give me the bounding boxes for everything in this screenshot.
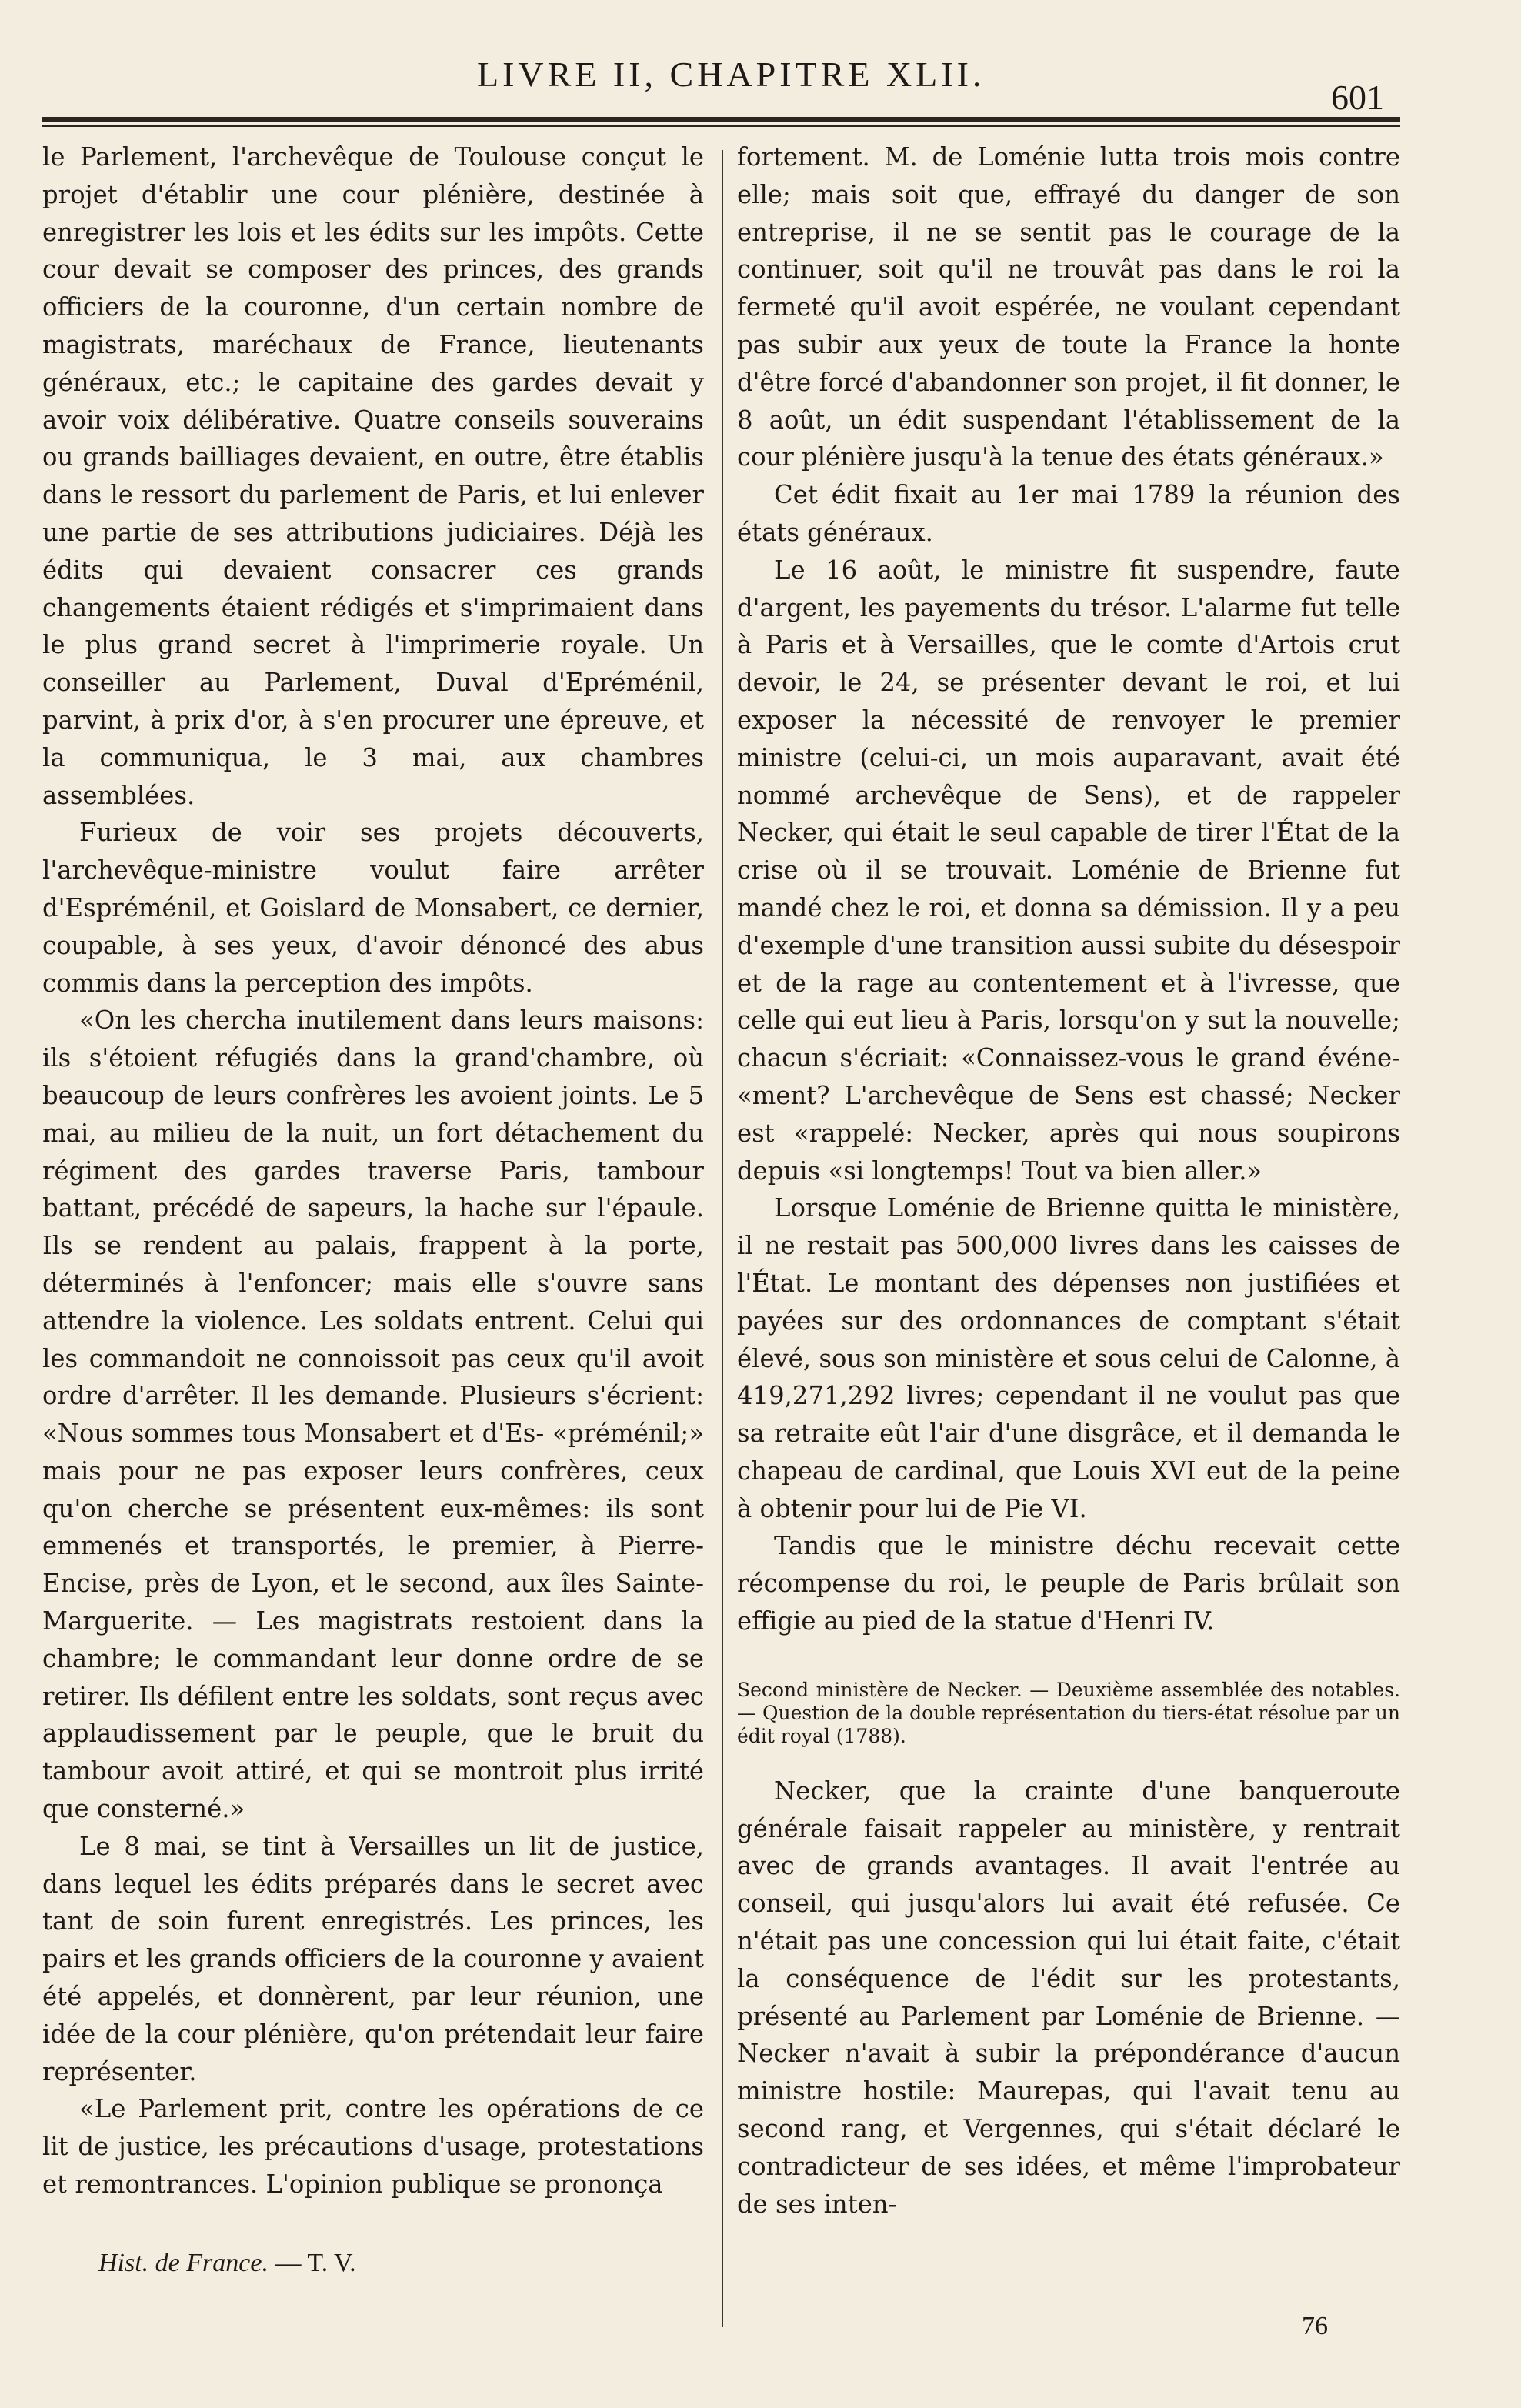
- signature-mark: 76: [1302, 2312, 1328, 2340]
- paragraph: Le 16 août, le ministre fit suspendre, faute d'argent, les payements du trésor. L'alarme fut telle à Paris et à Versailles, que le comte d'Artois crut devoir, le 24, se présenter devant le roi, et lui exposer la nécessité de renvoyer le premier ministre (celui-ci, un mois auparavant, avait été nommé archevêque de Sens), et de rappeler Necker, qui était le seul capable de tirer l'État de la crise où il se trouvait. Loménie de Brienne fut mandé chez le roi, et donna sa démission. Il y a peu d'exemple d'une transition aussi subite du désespoir et de la rage au contentement et à l'ivresse, que celle qui eut lieu à Paris, lorsqu'on y sut la nouvelle; chacun s'écriait: «Connaissez-vous le grand événe- «ment? L'archevêque de Sens est chassé; Necker est «rappelé: Necker, après qui nous soupirons depuis «si longtemps! Tout va bien aller.»: [737, 555, 1400, 1186]
- footer-source: [98, 2249, 356, 2278]
- paragraph: «Le Parlement prit, contre les opérations de ce lit de justice, les précautions d'usage, protestations et remontrances. L'opinion publique se prononça: [42, 2094, 704, 2200]
- page-number: 601: [1331, 78, 1384, 117]
- chapter-title: LIVRE II, CHAPITRE XLII.: [477, 55, 986, 94]
- column-divider: [722, 150, 723, 2327]
- header-rule: [42, 117, 1400, 122]
- paragraph: Tandis que le ministre déchu recevait cette récompense du roi, le peuple de Paris brûlait son effigie au pied de la statue d'Henri IV.: [737, 1531, 1400, 1636]
- paragraph: Necker, que la crainte d'une banqueroute générale faisait rappeler au ministère, y rentrait avec de grands avantages. Il avait l'entrée au conseil, qui jusqu'alors lui avait été refusée. Ce n'était pas une concession qui lui était faite, c'était la conséquence de l'édit sur les protestants, présenté au Parlement par Loménie de Brienne. — Necker n'avait à subir la prépondérance d'aucun ministre hostile: Maurepas, qui l'avait tenu au second rang, et Vergennes, qui s'était déclaré le contradicteur de ses idées, et même l'improbateur de ses inten-: [737, 1776, 1400, 2219]
- section-summary: Second ministère de Necker. — Deuxième assemblée des notables. — Question de la double représentation du tiers-état résolue par un édit royal (1788).: [737, 1678, 1400, 1747]
- volume-label: — T. V.: [275, 2249, 356, 2277]
- paragraph: Furieux de voir ses projets découverts, l'archevêque-ministre voulut faire arrêter d'Espréménil, et Goislard de Monsabert, ce dernier, coupable, à ses yeux, d'avoir dénoncé des abus commis dans la perception des impôts.: [42, 818, 704, 998]
- right-column: [737, 138, 1400, 2223]
- paragraph: Cet édit fixait au 1er mai 1789 la réunion des états généraux.: [737, 480, 1400, 547]
- header-rule-thin: [42, 125, 1400, 127]
- paragraph: Lorsque Loménie de Brienne quitta le ministère, il ne restait pas 500,000 livres dans les caisses de l'État. Le montant des dépenses non justifiées et payées sur des ordonnances de comptant s'était élevé, sous son ministère et sous celui de Calonne, à 419,271,292 livres; cependant il ne voulut pas que sa retraite eût l'air d'une disgrâce, et il demanda le chapeau de cardinal, que Louis XVI eut de la peine à obtenir pour lui de Pie VI.: [737, 1193, 1401, 1523]
- running-head: [0, 54, 1521, 117]
- paragraph: Le 8 mai, se tint à Versailles un lit de justice, dans lequel les édits préparés dans le secret avec tant de soin furent enregistrés. Les princes, les pairs et les grands officiers de la couronne y avaient été appelés, et donnèrent, par leur réunion, une idée de la cour plénière, qu'on prétendait leur faire représenter.: [42, 1831, 704, 2086]
- left-column: [42, 138, 704, 2203]
- paragraph: fortement. M. de Loménie lutta trois mois contre elle; mais soit que, effrayé du danger de son entreprise, il ne se sentit pas le courage de la continuer, soit qu'il ne trouvât pas dans le roi la fermeté qu'il avoit espérée, ne voulant cependant pas subir aux yeux de toute la France la honte d'être forcé d'abandonner son projet, il fit donner, le 8 août, un édit suspendant l'établissement de la cour plénière jusqu'à la tenue des états généraux.»: [737, 142, 1400, 472]
- paragraph: le Parlement, l'archevêque de Toulouse conçut le projet d'établir une cour plénière, destinée à enregistrer les lois et les édits sur les impôts. Cette cour devait se composer des princes, des grands officiers de la couronne, d'un certain nombre de magistrats, maréchaux de France, lieutenants généraux, etc.; le capitaine des gardes devait y avoir voix délibérative. Quatre conseils souverains ou grands bailliages devaient, en outre, être établis dans le ressort du parlement de Paris, et lui enlever une partie de ses attributions judiciaires. Déjà les édits qui devaient consacrer ces grands changements étaient rédigés et s'imprimaient dans le plus grand secret à l'imprimerie royale. Un conseiller au Parlement, Duval d'Epréménil, parvint, à prix d'or, à s'en procurer une épreuve, et la communiqua, le 3 mai, aux chambres assemblées.: [42, 142, 704, 810]
- paragraph: «On les chercha inutilement dans leurs maisons: ils s'étoient réfugiés dans la grand'chambre, où beaucoup de leurs confrères les avoient joints. Le 5 mai, au milieu de la nuit, un fort détachement du régiment des gardes traverse Paris, tambour battant, précédé de sapeurs, la hache sur l'épaule. Ils se rendent au palais, frappent à la porte, déterminés à l'enfoncer; mais elle s'ouvre sans attendre la violence. Les soldats entrent. Celui qui les commandoit ne connoissoit pas ceux qu'il avoit ordre d'arrêter. Il les demande. Plusieurs s'écrient: «Nous sommes tous Monsabert et d'Es- «préménil;» mais pour ne pas exposer leurs confrères, ceux qu'on cherche se présentent eux-mêmes: ils sont emmenés et transportés, le premier, à Pierre-Encise, près de Lyon, et le second, aux îles Sainte-Marguerite. — Les magistrats restoient dans la chambre; le commandant leur donne ordre de se retirer. Ils défilent entre les soldats, sont reçus avec applaudissement par le peuple, que le bruit du tambour avoit attiré, et qui se montroit plus irrité que consterné.»: [42, 1006, 704, 1824]
- source-title: Hist. de France.: [98, 2249, 269, 2277]
